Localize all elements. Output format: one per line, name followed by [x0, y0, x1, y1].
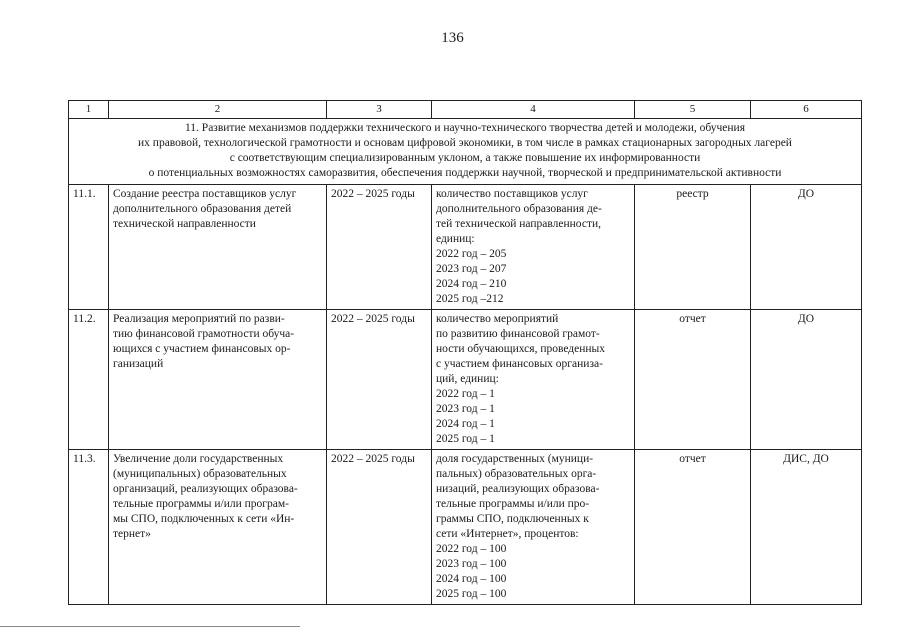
text-line: единиц:	[436, 233, 475, 245]
period: 2022 – 2025 годы	[327, 310, 432, 450]
text-line: с участием финансовых организа-	[436, 358, 603, 370]
activity-name	[109, 185, 327, 310]
section-title	[69, 119, 862, 185]
indicator	[432, 450, 635, 605]
text-line: 2023 год – 1	[436, 403, 495, 415]
period: 2022 – 2025 годы	[327, 185, 432, 310]
table-row	[69, 185, 862, 310]
section-title-line: их правовой, технологической грамотности и основам цифровой экономики, в том числе в рамках стационарных загородных лагерей	[138, 137, 792, 149]
text-line: по развитию финансовой грамот-	[436, 328, 600, 340]
plan-table	[68, 100, 862, 605]
result: отчет	[635, 310, 751, 450]
activity-name	[109, 310, 327, 450]
text-line: 2023 год – 207	[436, 263, 507, 275]
text-line: Увеличение доли государственных	[113, 453, 284, 465]
period: 2022 – 2025 годы	[327, 450, 432, 605]
text-line: тию финансовой грамотности обуча-	[113, 328, 295, 340]
text-line: тельные программы и/или про-	[436, 498, 590, 510]
text-line: количество мероприятий	[436, 313, 559, 325]
text-line: 2023 год – 100	[436, 558, 507, 570]
text-line: дополнительного образования де-	[436, 203, 602, 215]
text-line: сети «Интернет», процентов:	[436, 528, 579, 540]
column-header: 2	[109, 101, 327, 119]
text-line: 2025 год –212	[436, 293, 504, 305]
column-header: 5	[635, 101, 751, 119]
column-header: 3	[327, 101, 432, 119]
text-line: 2022 год – 100	[436, 543, 507, 555]
text-line: тей технической направленности,	[436, 218, 601, 230]
row-number: 11.1.	[69, 185, 109, 310]
text-line: 2022 год – 1	[436, 388, 495, 400]
text-line: технической направленности	[113, 218, 256, 230]
text-line: ющихся с участием финансовых ор-	[113, 343, 291, 355]
text-line: пальных) образовательных орга-	[436, 468, 597, 480]
executor: ДИС, ДО	[751, 450, 862, 605]
text-line: низаций, реализующих образова-	[436, 483, 600, 495]
text-line: 2025 год – 1	[436, 433, 495, 445]
activity-name	[109, 450, 327, 605]
text-line: мы СПО, подключенных к сети «Ин-	[113, 513, 295, 525]
column-number-row	[69, 101, 862, 119]
section-title-line: о потенциальных возможностях саморазвития, обеспечения поддержки научной, творческой и предпринимательской активности	[148, 167, 782, 179]
row-number: 11.3.	[69, 450, 109, 605]
result: реестр	[635, 185, 751, 310]
executor: ДО	[751, 310, 862, 450]
indicator	[432, 185, 635, 310]
page-number: 136	[441, 30, 464, 46]
text-line: 2024 год – 100	[436, 573, 507, 585]
section-title-line: 11. Развитие механизмов поддержки технического и научно-технического творчества детей и молодежи, обучения	[184, 122, 745, 134]
text-line: 2024 год – 210	[436, 278, 507, 290]
executor: ДО	[751, 185, 862, 310]
text-line: Реализация мероприятий по разви-	[113, 313, 285, 325]
section-title-line: с соответствующим специализированным уклоном, а также повышение их информированности	[229, 152, 701, 164]
text-line: количество поставщиков услуг	[436, 188, 588, 200]
indicator	[432, 310, 635, 450]
text-line: тернет»	[113, 528, 151, 540]
section-row	[69, 119, 862, 185]
text-line: ганизаций	[113, 358, 164, 370]
column-header: 4	[432, 101, 635, 119]
text-line: 2024 год – 1	[436, 418, 495, 430]
column-header: 1	[69, 101, 109, 119]
scan-edge-mark	[0, 626, 300, 629]
text-line: дополнительного образования детей	[113, 203, 292, 215]
result: отчет	[635, 450, 751, 605]
text-line: Создание реестра поставщиков услуг	[113, 188, 297, 200]
text-line: ности обучающихся, проведенных	[436, 343, 606, 355]
table-row	[69, 450, 862, 605]
text-line: тельные программы и/или програм-	[113, 498, 289, 510]
row-number: 11.2.	[69, 310, 109, 450]
text-line: (муниципальных) образовательных	[113, 468, 287, 480]
text-line: граммы СПО, подключенных к	[436, 513, 589, 525]
text-line: организаций, реализующих образова-	[113, 483, 298, 495]
table-row	[69, 310, 862, 450]
text-line: доля государственных (муници-	[436, 453, 594, 465]
text-line: ций, единиц:	[436, 373, 499, 385]
text-line: 2025 год – 100	[436, 588, 507, 600]
text-line: 2022 год – 205	[436, 248, 507, 260]
column-header: 6	[751, 101, 862, 119]
